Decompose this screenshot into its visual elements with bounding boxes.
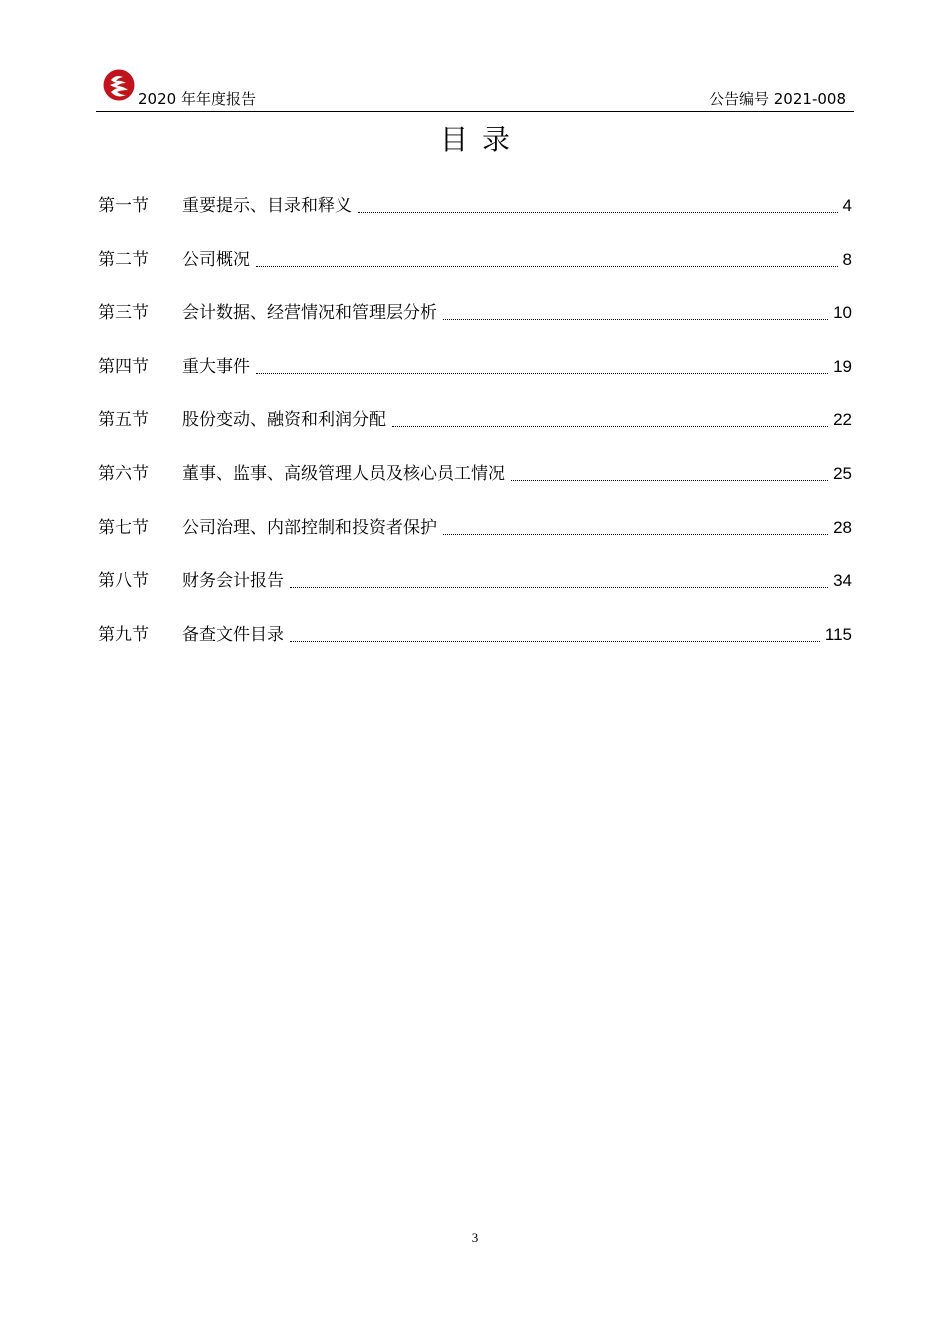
toc-section-title: 财务会计报告 <box>182 571 284 592</box>
toc-section-title: 重大事件 <box>182 356 250 377</box>
toc-section-number: 第三节 <box>98 303 149 324</box>
toc-entry[interactable] <box>98 190 852 244</box>
toc-entry[interactable] <box>98 351 852 405</box>
toc-section-title: 董事、监事、高级管理人员及核心员工情况 <box>182 463 505 484</box>
toc-section-title: 备查文件目录 <box>182 624 284 645</box>
toc-page-number: 8 <box>842 249 852 269</box>
toc-entry[interactable] <box>98 619 852 673</box>
toc-entry[interactable] <box>98 404 852 458</box>
header-divider <box>96 111 854 112</box>
toc-leader <box>390 404 830 436</box>
toc-entry[interactable] <box>98 512 852 566</box>
toc-section-number: 第二节 <box>98 249 149 270</box>
toc-leader <box>288 619 822 651</box>
toc-section-number: 第八节 <box>98 571 149 592</box>
toc-entry[interactable] <box>98 244 852 298</box>
toc-section-number: 第一节 <box>98 196 149 216</box>
page-number: 3 <box>471 1230 479 1245</box>
toc-section-title: 重要提示、目录和释义 <box>182 196 352 216</box>
toc-leader <box>509 458 830 490</box>
report-title: 2020 年年度报告 <box>138 90 256 108</box>
toc-section-title: 公司治理、内部控制和投资者保护 <box>182 517 437 538</box>
page-header <box>96 66 854 114</box>
toc-section-title: 会计数据、经营情况和管理层分析 <box>182 303 437 324</box>
toc-page-number: 115 <box>824 624 852 644</box>
toc-section-number: 第四节 <box>98 356 149 377</box>
company-logo-icon <box>102 68 136 102</box>
toc-section-number: 第五节 <box>98 410 149 431</box>
toc-leader <box>441 512 830 544</box>
toc-page-number: 25 <box>833 463 852 483</box>
toc-leader <box>254 244 840 276</box>
toc-section-number: 第七节 <box>98 517 149 538</box>
toc-leader <box>288 565 830 597</box>
toc-section-title: 股份变动、融资和利润分配 <box>182 410 386 431</box>
toc-page-number: 22 <box>833 410 852 430</box>
toc-entry[interactable] <box>98 297 852 351</box>
announcement-number: 公告编号 2021-008 <box>709 90 846 108</box>
toc-section-number: 第九节 <box>98 624 149 645</box>
toc-page-number: 19 <box>833 356 852 376</box>
toc-entry[interactable] <box>98 458 852 512</box>
toc-leader <box>356 190 840 222</box>
toc-section-title: 公司概况 <box>182 249 250 270</box>
table-of-contents <box>98 190 852 672</box>
toc-leader <box>441 297 830 329</box>
toc-page-number: 4 <box>842 196 852 215</box>
toc-entry[interactable] <box>98 565 852 619</box>
toc-title: 目录 <box>439 123 524 156</box>
toc-leader <box>254 351 830 383</box>
toc-page-number: 28 <box>833 517 852 537</box>
toc-page-number: 10 <box>833 303 852 323</box>
toc-section-number: 第六节 <box>98 463 149 484</box>
toc-page-number: 34 <box>833 571 852 591</box>
